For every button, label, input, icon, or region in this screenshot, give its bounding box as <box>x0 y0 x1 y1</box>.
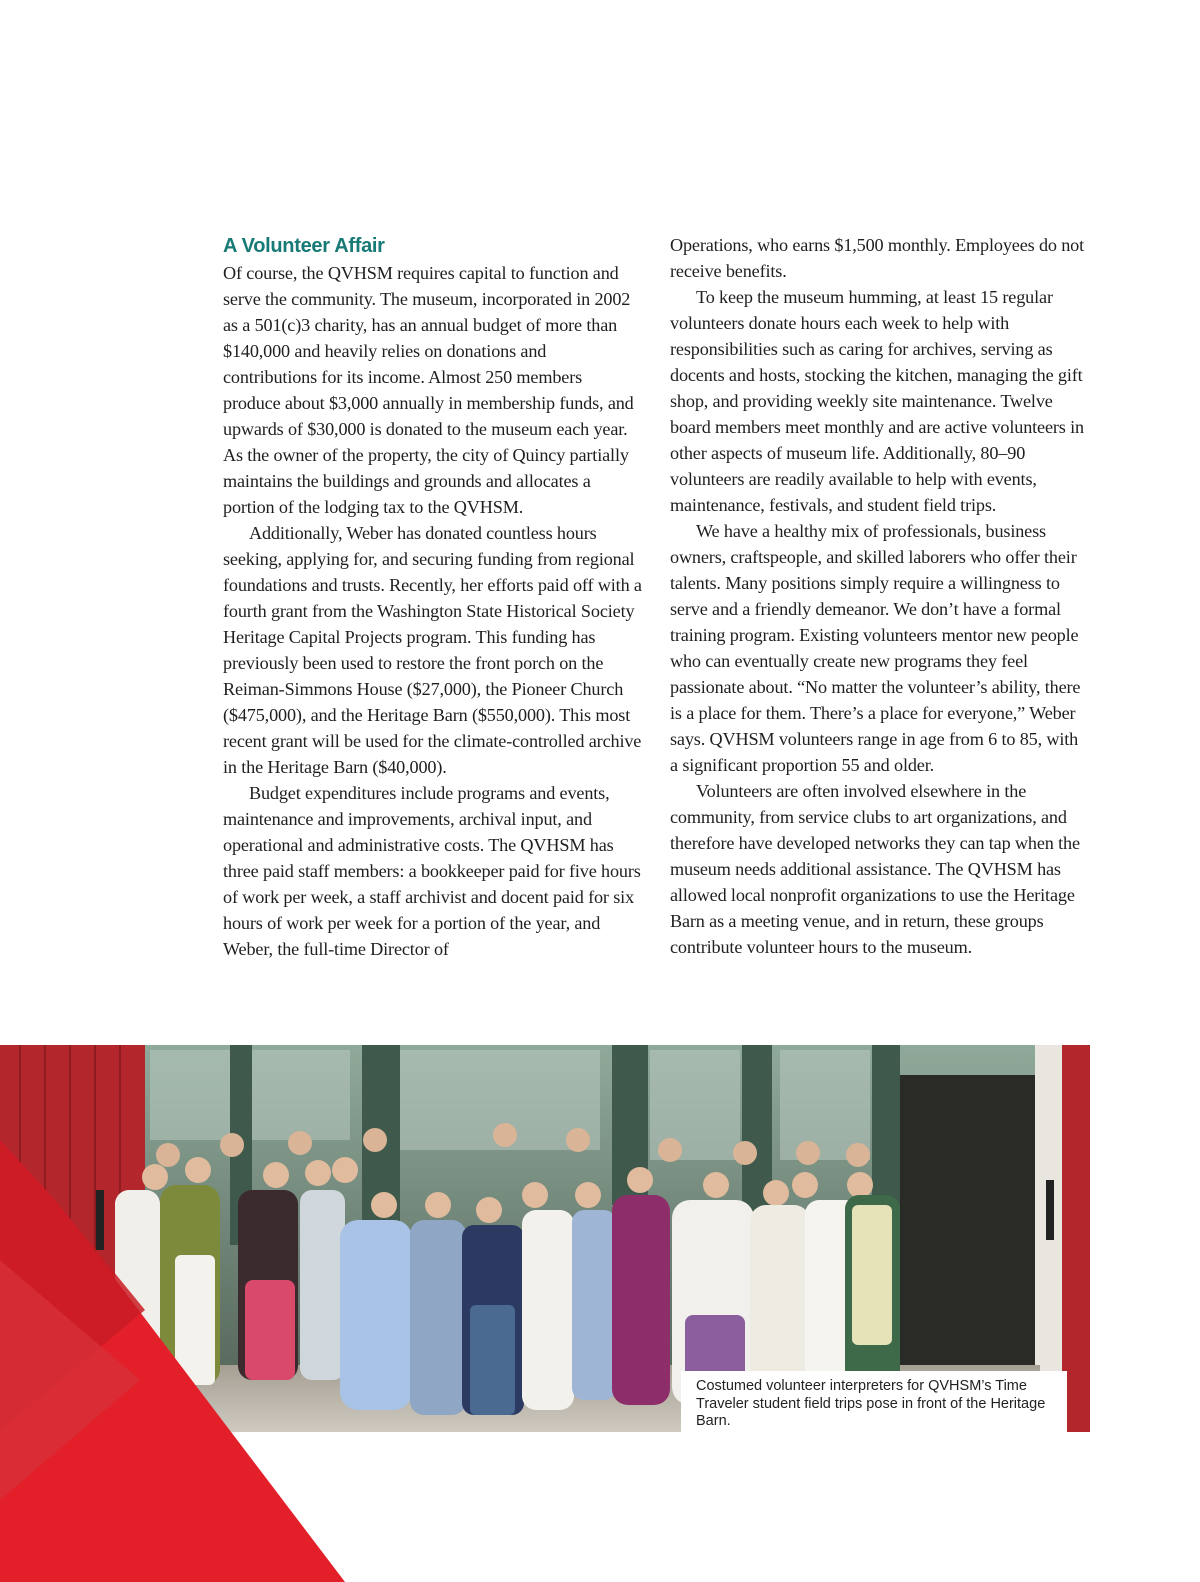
left-column <box>223 232 643 962</box>
right-column <box>670 232 1090 960</box>
red-accent-shape <box>0 1140 345 1582</box>
section-heading: A Volunteer Affair <box>223 235 385 257</box>
paragraph: Budget expenditures include programs and events, maintenance and improvements, archival input, and operational and administrative costs. The QVHSM has three paid staff members: a bookkeeper paid for five hours of work per week, a staff archivist and docent paid for six hours of work per week for a portion of the year, and Weber, the full-time Director of <box>223 783 641 959</box>
paragraph: To keep the museum humming, at least 15 regular volunteers donate hours each week to help with responsibilities such as caring for archives, serving as docents and hosts, stocking the kitchen, managing the gift shop, and providing weekly site maintenance. Twelve board members meet monthly and are active volunteers in other aspects of museum life. Additionally, 80–90 volunteers are readily available to help with events, maintenance, festivals, and student field trips. <box>670 287 1084 515</box>
photo-caption: Costumed volunteer interpreters for QVHSM’s Time Traveler student field trips pose in front of the Heritage Barn. <box>681 1371 1067 1432</box>
paragraph: Volunteers are often involved elsewhere in the community, from service clubs to art organizations, and therefore have developed networks they can tap when the museum needs additional assistance. The QVHSM has allowed local nonprofit organizations to use the Heritage Barn as a meeting venue, and in return, these groups contribute volunteer hours to the museum. <box>670 781 1080 957</box>
paragraph: Of course, the QVHSM requires capital to function and serve the community. The museum, incorporated in 2002 as a 501(c)3 charity, has an annual budget of more than $140,000 and heavily relies on donations and contributions for its income. Almost 250 members produce about $3,000 annually in membership funds, and upwards of $30,000 is donated to the museum each year. As the owner of the property, the city of Quincy partially maintains the buildings and grounds and allocates a portion of the lodging tax to the QVHSM. <box>223 263 634 517</box>
paragraph: Additionally, Weber has donated countless hours seeking, applying for, and securing funding from regional foundations and trusts. Recently, her efforts paid off with a fourth grant from the Washington State Historical Society Heritage Capital Projects program. This funding has previously been used to restore the front porch on the Reiman-Simmons House ($27,000), the Pioneer Church ($475,000), and the Heritage Barn ($550,000). This most recent grant will be used for the climate-controlled archive in the Heritage Barn ($40,000). <box>223 523 642 777</box>
paragraph: Operations, who earns $1,500 monthly. Employees do not receive benefits. <box>670 235 1085 281</box>
paragraph: We have a healthy mix of professionals, business owners, craftspeople, and skilled laborers who offer their talents. Many positions simply require a willingness to serve and a friendly demeanor. We don’t have a formal training program. Existing volunteers mentor new people who can eventually create new programs they feel passionate about. “No matter the volunteer’s ability, there is a place for them. There’s a place for everyone,” Weber says. QVHSM volunteers range in age from 6 to 85, with a significant proportion 55 and older. <box>670 521 1081 775</box>
